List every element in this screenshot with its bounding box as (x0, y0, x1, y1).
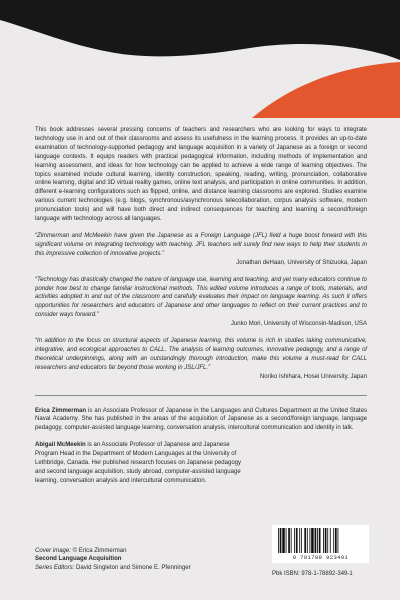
band-dark-shape (0, 0, 400, 60)
barcode-bars (272, 525, 369, 555)
quote-author: Junko Mori, University of Wisconsin-Madison, USA (230, 321, 367, 328)
isbn-label: Pbk ISBN: 978-1-78892-349-1 (272, 571, 353, 577)
barcode-bar (309, 528, 310, 553)
barcode-bar (315, 528, 317, 553)
barcode-bar (319, 528, 321, 553)
barcode-bar (291, 528, 292, 553)
barcode-bar (327, 528, 328, 553)
barcode-bar (286, 528, 287, 553)
barcode-bar (278, 528, 279, 553)
cover-footer (35, 547, 191, 572)
quote-text: “Technology has drastically changed the nature of language use, learning and teaching, and yet many educators continue to ponder how best to change familiar instructional methods. This edited volume introduces a range of tools, materials, and activities adopted in and out of the classroom and carefully evaluates their impact on language learning. As such it offers opportunities for researchers and educators of Japanese and other languages to reflect on their current practices and to consider ways forward.” (35, 276, 367, 319)
barcode-bar (282, 528, 285, 553)
barcode-bar (299, 528, 300, 553)
book-blurb: This book addresses several pressing concerns of teachers and researchers who are looking for ways to integrate technology use in and out of their classrooms and assess its usefulness in the learning process. It provides an up-to-date examination of technology-supported pedagogy and language acquisition in a variety of Japanese as a foreign or second language contexts. It equips readers with practical pedagogical information, including methods of implementation and learning assessment, and ideas for how technology can be applied to achieve a wide range of learning objectives. The topics examined include cultural learning, identity construction, speaking, reading, writing, pronunciation, collaborative online learning, digital and 3D virtual reality games, online text analysis, and participation in online communities. In addition, different e-learning configurations such as flipped, online, and distance learning classrooms are explored. Studies examine various current technologies (e.g. blogs, synchronous/asynchronous telecollaboration, corpus analysis software, modern pronunciation tools) and will have both direct and indirect consequences for teaching and learning a second/foreign language with technology across all languages. (35, 127, 367, 223)
quote-author: Jonathan deHaan, University of Shizuoka, Japan (236, 259, 367, 266)
barcode-bar (294, 528, 295, 553)
cover-image-credit: Cover image: © Erica Zimmerman (35, 548, 127, 554)
barcode-bar (304, 528, 306, 553)
series-name: Second Language Acquisition (35, 556, 122, 563)
endorsement-quote (35, 232, 367, 268)
series-editors-label: Series Editors: (35, 564, 75, 571)
barcode-bar (330, 528, 331, 553)
author-name: Abigail McMeekin (35, 442, 86, 449)
author-bio-text: is an Associate Professor of Japanese in the Languages and Cultures Department at the United States Naval Academy. She has published in the areas of the acquisition of Japanese as a second/foreign language, language pedagogy, computer-assisted language learning, conversation analysis, intercultural communication and identity in talk. (35, 407, 368, 432)
barcode-bar (280, 528, 282, 553)
section-divider (35, 395, 367, 396)
quote-author: Noriko Ishihara, Hosei University, Japan (259, 373, 367, 380)
barcode-number: 9 781788 923491 (292, 554, 349, 561)
author-name: Erica Zimmerman (35, 407, 87, 414)
barcode-bar (311, 528, 314, 553)
back-cover-content (35, 126, 367, 494)
series-editors: Series Editors: David Singleton and Simone E. Pfenninger (35, 564, 191, 571)
barcode-bar (301, 528, 302, 553)
barcode-bar (338, 528, 339, 553)
cover-image-label: Cover image: (35, 548, 71, 554)
band-accent-shape (252, 62, 400, 118)
endorsement-quote (35, 276, 367, 329)
barcode-bar (296, 528, 298, 553)
barcode-bar (335, 528, 337, 553)
barcode-bar (333, 528, 334, 553)
author-bio-text: is an Associate Professor of Japanese and Japanese Program Head in the Department of Modern Languages at the University of Lethbridge, Canada. Her published research focuses on Japanese pedagogy and second language acquisition, study abroad, computer-assisted language learning, conversation analysis and intercultural communication. (35, 442, 242, 484)
barcode-bar (325, 528, 327, 553)
barcode-bar (317, 528, 318, 553)
author-bio (35, 407, 367, 434)
cover-top-band (0, 0, 400, 118)
barcode-bar (307, 528, 308, 553)
author-bio (35, 441, 243, 486)
barcode (272, 525, 369, 563)
barcode-bar (323, 528, 324, 553)
barcode-bar (288, 528, 290, 553)
quote-text: “In addition to the focus on structural aspects of Japanese learning, this volume is rich in studies taking communicative, integrative, and ecological approaches to CALL. The analysis of learning outcomes, innovative pedagogy, and a range of theoretical underpinnings, along with an outstandingly thorough introduction, make this volume a must-read for CALL researchers and educators far beyond those working in JSL/JFL.” (35, 338, 367, 371)
quote-text: “Zimmerman and McMeekin have given the Japanese as a Foreign Language (JFL) field a huge boost forward with this significant volume on integrating technology with teaching. JFL teachers will surely find new ways to help their students in this impressive collection of innovative projects.” (35, 232, 367, 257)
endorsement-quote (35, 337, 367, 382)
